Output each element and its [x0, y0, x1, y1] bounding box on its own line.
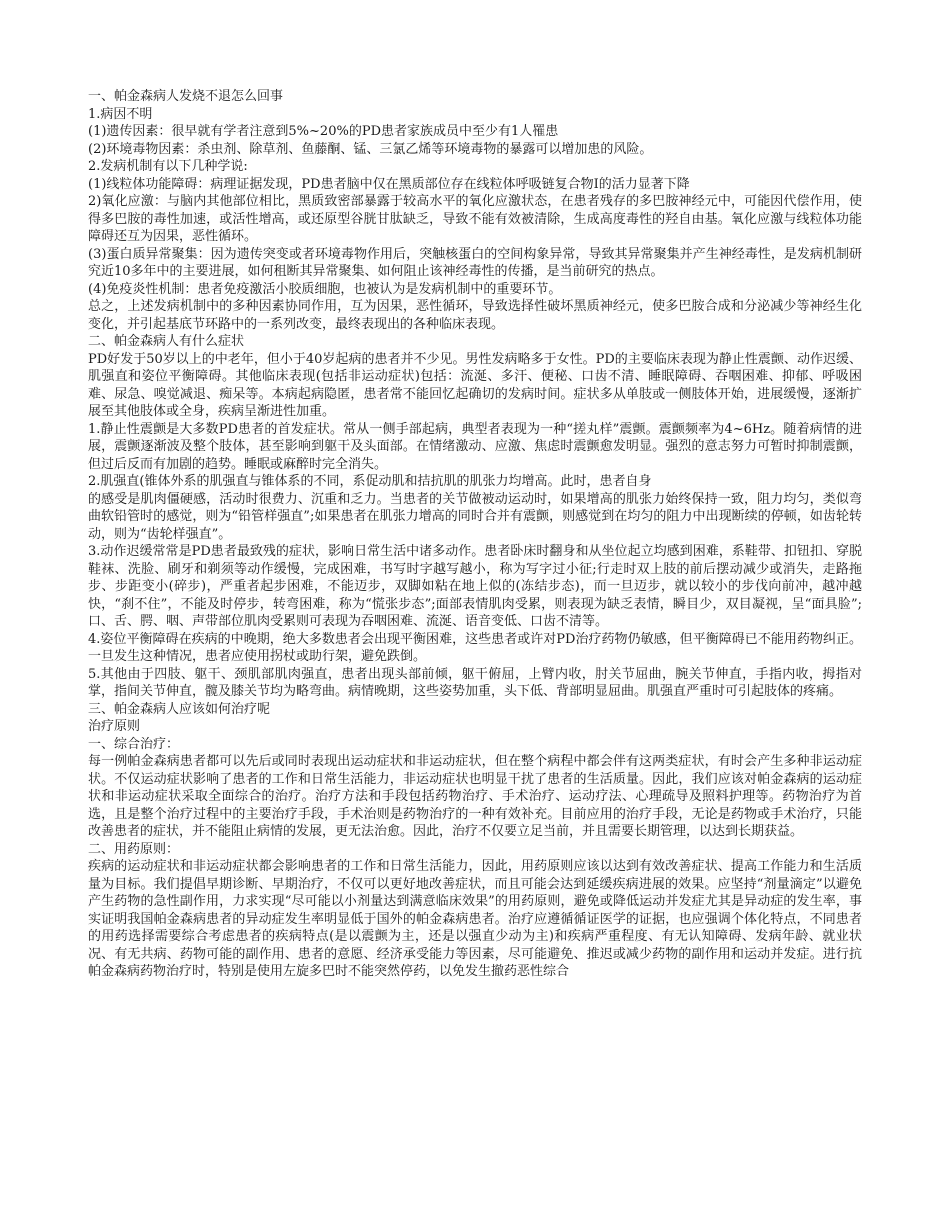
paragraph: 3.动作迟缓常常是PD患者最致残的症状，影响日常生活中诸多动作。患者卧床时翻身和从坐位起立均感到困难，系鞋带、扣钮扣、穿脱鞋袜、洗脸、刷牙和剃须等动作缓慢，完成困难，书写时字越写越小，称为写字过小征;行走时双上肢的前后摆动减少或消失，走路拖步、步距变小(碎步)，严重者起步困难，不能迈步，双脚如粘在地上似的(冻结步态)，而一旦迈步，就以较小的步伐向前冲，越冲越快，“刹不住”，不能及时停步，转弯困难，称为“慌张步态”;面部表情肌肉受累，则表现为缺乏表情，瞬目少，双目凝视，呈“面具脸”;口、舌、腭、咽、声带部位肌肉受累则可表现为吞咽困难、流涎、语音变低、口齿不清等。 — [88, 544, 862, 629]
paragraph: 总之，上述发病机制中的多种因素协同作用，互为因果，恶性循环，导致选择性破坏黑质神经元，使多巴胺合成和分泌减少等神经生化变化，并引起基底节环路中的一系列改变，最终表现出的各种临床表现。 — [88, 299, 862, 332]
paragraph: 二、用药原则： — [88, 841, 180, 857]
paragraph: (1)遗传因素：很早就有学者注意到5%~20%的PD患者家族成员中至少有1人罹患 — [88, 124, 559, 139]
paragraph: 4.姿位平衡障碍在疾病的中晚期，绝大多数患者会出现平衡困难，这些患者或许对PD治疗药物仍敏感，但平衡障碍已不能用药物纠正。一旦发生这种情况，患者应使用拐杖或助行架，避免跌倒。 — [88, 631, 862, 664]
paragraph: (1)线粒体功能障碍：病理证据发现，PD患者脑中仅在黑质部位存在线粒体呼吸链复合物Ⅰ的活力显著下降 — [88, 176, 690, 192]
paragraph: 2.肌强直(锥体外系的肌强直与锥体系的不同，系促动肌和拮抗肌的肌张力均增高。此时，患者自身 — [88, 474, 652, 489]
paragraph: 2)氧化应激：与脑内其他部位相比，黑质致密部暴露于较高水平的氧化应激状态，在患者残存的多巴胺神经元中，可能因代偿作用，使得多巴胺的毒性加速，或活性增高，或还原型谷胱甘肽缺乏，导致不能有效被清除，生成高度毒性的羟自由基。氧化应激与线粒体功能障碍还互为因果，恶性循环。 — [88, 194, 862, 244]
paragraph: 1.病因不明 — [88, 106, 153, 122]
paragraph: (3)蛋白质异常聚集：因为遗传突变或者环境毒物作用后，突触核蛋白的空间构象异常，导致其异常聚集并产生神经毒性，是发病机制研究近10多年中的主要进展，如何租断其异常聚集、如何阻止该神经毒性的传播，是当前研究的热点。 — [88, 246, 862, 279]
paragraph: PD好发于50岁以上的中老年，但小于40岁起病的患者并不少见。男性发病略多于女性。PD的主要临床表现为静止性震颤、动作迟缓、肌强直和姿位平衡障碍。其他临床表现(包括非运动症状)包括：流涎、多汗、便秘、口齿不清、睡眠障碍、吞咽困难、抑郁、呼吸困难、尿急、嗅觉减退、痴呆等。本病起病隐匿，患者常不能回忆起确切的发病时间。症状多从单肢或一侧肢体开始，进展缓慢，逐渐扩展至其他肢体或全身，疾病呈渐进性加重。 — [88, 351, 862, 419]
paragraph: 二、帕金森病人有什么症状 — [88, 334, 245, 349]
document-body — [88, 88, 862, 981]
paragraph: (4)免疫炎性机制：患者免疫激活小胶质细胞，也被认为是发病机制中的重要环节。 — [88, 281, 562, 297]
paragraph: 一、综合治疗： — [88, 736, 180, 752]
paragraph: 1.静止性震颤是大多数PD患者的首发症状。常从一侧手部起病，典型者表现为一种“搓丸样”震颤。震颤频率为4~6Hz。随着病情的进展，震颤逐渐波及整个肢体，甚至影响到躯干及头面部。在情绪激动、应激、焦虑时震颤愈发明显。强烈的意志努力可暂时抑制震颤，但过后反而有加剧的趋势。睡眠或麻醉时完全消失。 — [88, 421, 862, 472]
paragraph: (2)环境毒物因素：杀虫剂、除草剂、鱼藤酮、锰、三氯乙烯等环境毒物的暴露可以增加患的风险。 — [88, 141, 653, 157]
paragraph: 治疗原则 — [88, 719, 141, 734]
paragraph: 2.发病机制有以下几种学说: — [88, 159, 248, 174]
paragraph: 的感受是肌肉僵硬感，活动时很费力、沉重和乏力。当患者的关节做被动运动时，如果增高的肌张力始终保持一致，阻力均匀，类似弯曲软铅管时的感觉，则为“铅管样强直”;如果患者在肌张力增高的同时合并有震颤，则感觉到在均匀的阻力中出现断续的停顿，如齿轮转动，则为“齿轮样强直”。 — [88, 491, 862, 542]
paragraph: 疾病的运动症状和非运动症状都会影响患者的工作和日常生活能力，因此，用药原则应该以达到有效改善症状、提高工作能力和生活质量为目标。我们提倡早期诊断、早期治疗，不仅可以更好地改善症状，而且可能会达到延缓疾病进展的效果。应坚持“剂量滴定”以避免产生药物的急性副作用，力求实现“尽可能以小剂量达到满意临床效果”的用药原则，避免或降低运动并发症尤其是异动症的发生率，事实证明我国帕金森病患者的异动症发生率明显低于国外的帕金森病患者。治疗应遵循循证医学的证据，也应强调个体化特点，不同患者的用药选择需要综合考虑患者的疾病特点(是以震颤为主，还是以强直少动为主)和疾病严重程度、有无认知障碍、发病年龄、就业状况、有无共病、药物可能的副作用、患者的意愿、经济承受能力等因素，尽可能避免、推迟或减少药物的副作用和运动并发症。进行抗帕金森病药物治疗时，特别是使用左旋多巴时不能突然停药，以免发生撤药恶性综合 — [88, 859, 862, 979]
paragraph: 一、帕金森病人发烧不退怎么回事 — [88, 89, 284, 104]
paragraph: 三、帕金森病人应该如何治疗呢 — [88, 701, 271, 717]
paragraph: 5.其他由于四肢、躯干、颈肌部肌肉强直，患者出现头部前倾，躯干俯屈，上臂内收，肘关节屈曲，腕关节伸直，手指内收，拇指对掌，指间关节伸直，髋及膝关节均为略弯曲。病情晚期，这些姿势加重，头下低、背部明显屈曲。肌强直严重时可引起肢体的疼痛。 — [88, 666, 862, 699]
paragraph: 每一例帕金森病患者都可以先后或同时表现出运动症状和非运动症状，但在整个病程中都会伴有这两类症状，有时会产生多种非运动症状。不仅运动症状影响了患者的工作和日常生活能力，非运动症状也明显干扰了患者的生活质量。因此，我们应该对帕金森病的运动症状和非运动症状采取全面综合的治疗。治疗方法和手段包括药物治疗、手术治疗、运动疗法、心理疏导及照料护理等。药物治疗为首选，且是整个治疗过程中的主要治疗手段，手术治则是药物治疗的一种有效补充。目前应用的治疗手段，无论是药物或手术治疗，只能改善患者的症状，并不能阻止病情的发展，更无法治愈。因此，治疗不仅要立足当前，并且需要长期管理，以达到长期获益。 — [88, 754, 862, 839]
